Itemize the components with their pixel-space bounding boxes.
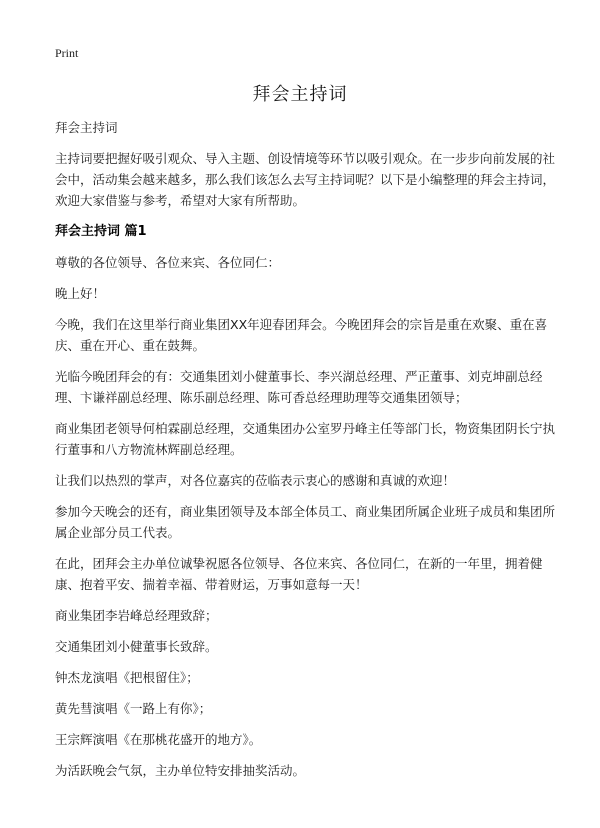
paragraph-attendees: 参加今天晚会的还有，商业集团领导及本部全体员工、商业集团所属企业班子成员和集团所属企业部分员工代表。 xyxy=(55,504,556,540)
section-title: 拜会主持词 篇1 xyxy=(55,224,147,239)
paragraph-song-1: 钟杰龙演唱《把根留住》； xyxy=(55,670,199,685)
paragraph-guests: 光临今晚团拜会的有：交通集团刘小健董事长、李兴湖总经理、严正董事、刘克坤副总经理、卞谦祥副总经理、陈乐副总经理、陈可香总经理助理等交通集团领导； xyxy=(55,369,543,405)
paragraph-more-guests: 商业集团老领导何柏霖副总经理，交通集团办公室罗丹峰主任等部门长，物资集团阴长宁执行董事和八方物流林辉副总经理。 xyxy=(55,421,556,457)
paragraph-speech-2: 交通集团刘小健董事长致辞。 xyxy=(55,639,218,654)
paragraph-good-evening: 晚上好！ xyxy=(55,286,106,301)
paragraph-welcome: 让我们以热烈的掌声，对各位嘉宾的莅临表示衷心的感谢和真诚的欢迎！ xyxy=(55,473,456,488)
paragraph-greeting: 尊敬的各位领导、各位来宾、各位同仁： xyxy=(55,255,281,270)
print-label[interactable]: Print xyxy=(55,46,79,60)
paragraph-purpose: 今晚，我们在这里举行商业集团XX年迎春团拜会。今晚团拜会的宗旨是重在欢聚、重在喜庆、重在开心、重在鼓舞。 xyxy=(55,317,548,353)
document-body xyxy=(55,117,555,791)
document-title: 拜会主持词 xyxy=(252,84,348,105)
paragraph-song-3: 王宗辉演唱《在那桃花盛开的地方》。 xyxy=(55,732,262,747)
paragraph-lottery: 为活跃晚会气氛，主办单位特安排抽奖活动。 xyxy=(55,763,306,778)
intro-paragraph: 主持词要把握好吸引观众、导入主题、创设情境等环节以吸引观众。在一步步向前发展的社会中，活动集会越来越多，那么我们该怎么去写主持词呢？以下是小编整理的拜会主持词，欢迎大家借鉴与参考，希望对大家有所帮助。 xyxy=(55,151,556,208)
paragraph-speech-1: 商业集团李岩峰总经理致辞； xyxy=(55,608,218,623)
paragraph-wishes: 在此，团拜会主办单位诚挚祝愿各位领导、各位来宾、各位同仁，在新的一年里，拥着健康、抱着平安、揣着幸福、带着财运，万事如意每一天！ xyxy=(55,556,543,592)
intro-label: 拜会主持词 xyxy=(55,120,118,135)
paragraph-song-2: 黄先彗演唱《一路上有你》； xyxy=(55,701,212,716)
